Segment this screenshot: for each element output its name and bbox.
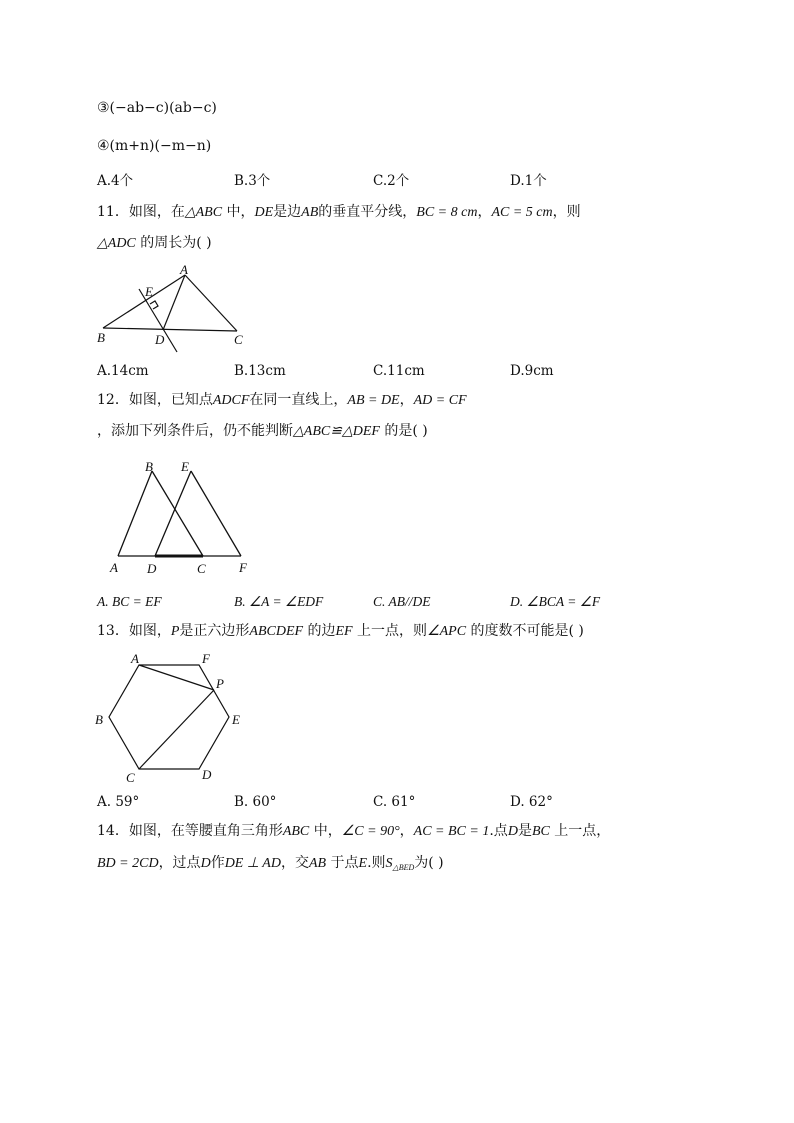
q11-ab: AB <box>301 205 319 220</box>
q13-segment-ap <box>139 665 214 690</box>
q11-segment-ab <box>103 275 185 328</box>
q11-ac: AC = 5 cm <box>491 205 553 220</box>
q10-item-3 <box>97 98 217 118</box>
q12-line2-text: ，添加下列条件后，仍不能判断 <box>97 423 293 439</box>
q12-label-a: A <box>110 560 118 575</box>
q14-line2-text2: 作 <box>210 855 225 871</box>
q11-segment-ad <box>163 275 185 330</box>
q11-bc: BC = 8 cm <box>416 205 478 220</box>
q12-option-b: B. ∠A = ∠EDF <box>234 594 324 609</box>
q14-text3: 是 <box>517 823 532 839</box>
q11-right-angle-mark <box>150 301 158 309</box>
q14-line2-text: ，过点 <box>158 855 201 871</box>
q11-end: ，则 <box>552 204 581 220</box>
q13-options <box>97 792 697 812</box>
q12-stem-line2 <box>97 421 428 442</box>
q14-sep: ， <box>399 823 414 839</box>
q10-item-4-text: ④(m+n)(−m−n) <box>97 138 212 154</box>
q12-label-e: E <box>181 459 189 474</box>
q11-label-c: C <box>234 332 243 347</box>
q14-d2: D <box>200 856 211 871</box>
q11-sep: ， <box>477 204 492 220</box>
q13-stem-line1 <box>97 621 584 642</box>
q13-option-b: B. 60° <box>234 794 277 810</box>
q12-figure <box>105 456 255 578</box>
q12-text: 在同一直线上， <box>249 392 348 408</box>
q14-text2: .点 <box>489 823 508 839</box>
q13-p: P <box>170 624 180 639</box>
q12-label-c: C <box>197 561 206 576</box>
q13-label-c: C <box>126 770 135 785</box>
q12-segment-ab <box>118 471 152 556</box>
q12-eq1: AB = DE <box>347 393 400 408</box>
q13-end: 的度数不可能是( ) <box>466 623 584 639</box>
q12-points: ADCF <box>212 393 250 408</box>
q13-prefix: 13．如图， <box>97 623 171 639</box>
q11-stem-line2 <box>97 233 212 254</box>
q14-line2-end: 为( ) <box>414 855 444 871</box>
q12-label-b: B <box>145 459 153 474</box>
q14-eq: AC = BC = 1 <box>413 824 490 839</box>
q13-label-f: F <box>202 651 210 666</box>
q11-line2-text: 的周长为( ) <box>135 235 212 251</box>
q10-option-b: B.3个 <box>234 173 271 189</box>
q11-option-c: C.11cm <box>373 363 425 379</box>
q14-s-subscript: △BED <box>392 863 415 872</box>
q11-segment-bc <box>103 328 237 331</box>
q12-sep: ， <box>399 392 414 408</box>
q11-option-b: B.13cm <box>234 363 286 379</box>
q14-e: E <box>358 856 368 871</box>
q14-prefix: 14．如图，在等腰直角三角形 <box>97 823 283 839</box>
q14-line2-text3: ，交 <box>280 855 309 871</box>
q11-text2: 是边 <box>273 204 302 220</box>
q13-label-a: A <box>131 651 139 666</box>
q14-bc: BC <box>531 824 550 839</box>
q10-option-d: D.1个 <box>510 173 547 189</box>
q13-option-d: D. 62° <box>510 794 553 810</box>
q13-hexagon <box>109 665 229 769</box>
q13-text: 是正六边形 <box>179 623 250 639</box>
q12-eq2: AD = CF <box>413 393 467 408</box>
q14-s: S <box>385 856 393 871</box>
q11-prefix: 11．如图，在 <box>97 204 185 220</box>
q12-prefix: 12．如图，已知点 <box>97 392 213 408</box>
q12-option-c: C. AB//DE <box>373 594 431 609</box>
q12-label-f: F <box>239 560 247 575</box>
q13-text3: 上一点，则 <box>352 623 428 639</box>
q11-triangle-adc: △ADC <box>97 236 136 251</box>
q13-angle: ∠APC <box>427 624 467 639</box>
q11-de: DE <box>254 205 274 220</box>
q13-label-p: P <box>216 676 224 691</box>
q10-item-4 <box>97 136 211 156</box>
q11-options <box>97 361 697 381</box>
q13-segment-cp <box>139 690 214 769</box>
q13-text2: 的边 <box>303 623 336 639</box>
q14-perp: DE ⊥ AD <box>224 856 281 871</box>
q13-figure <box>92 648 252 790</box>
q14-angle: ∠C = 90° <box>341 824 400 839</box>
q11-text3: 的垂直平分线， <box>318 204 417 220</box>
q10-options <box>97 171 697 191</box>
q14-bd: BD = 2CD <box>97 856 159 871</box>
q14-ab: AB <box>308 856 327 871</box>
q11-mid: 中， <box>222 204 255 220</box>
q11-figure <box>95 262 255 354</box>
q10-option-a: A.4个 <box>97 173 134 189</box>
q13-hex: ABCDEF <box>249 624 304 639</box>
q12-segment-bc <box>152 471 203 556</box>
q11-label-e: E <box>145 284 153 299</box>
q11-label-b: B <box>97 330 105 345</box>
q13-ef: EF <box>335 624 353 639</box>
q14-stem-line1 <box>97 821 610 842</box>
q11-label-d: D <box>155 332 165 347</box>
q10-option-c: C.2个 <box>373 173 410 189</box>
q14-text: 中， <box>309 823 342 839</box>
q12-option-a: A. BC = EF <box>97 594 162 609</box>
q11-stem-line1 <box>97 202 581 223</box>
q12-line2-end: 的是( ) <box>379 423 428 439</box>
q10-item-3-text: ③(−ab−c)(ab−c) <box>97 100 217 116</box>
q12-congruence: △ABC≌△DEF <box>293 424 380 439</box>
q12-label-d: D <box>147 561 157 576</box>
q14-area-symbol <box>386 856 415 871</box>
q14-line2-text4: 于点 <box>326 855 359 871</box>
q14-abc: ABC <box>282 824 310 839</box>
q12-segment-ef <box>191 471 241 556</box>
q14-d: D <box>507 824 518 839</box>
q14-line2-text5: .则 <box>367 855 386 871</box>
q12-options <box>97 592 697 612</box>
q14-end: 上一点， <box>549 823 611 839</box>
q11-triangle-abc: △ABC <box>184 205 223 220</box>
q13-label-b: B <box>95 712 103 727</box>
q11-option-d: D.9cm <box>510 363 554 379</box>
q11-option-a: A.14cm <box>97 363 149 379</box>
q13-option-c: C. 61° <box>373 794 416 810</box>
q12-stem-line1 <box>97 390 467 411</box>
q12-option-d: D. ∠BCA = ∠F <box>510 594 601 609</box>
q11-label-a: A <box>180 262 188 277</box>
q11-segment-ac <box>185 275 237 331</box>
q13-label-e: E <box>232 712 240 727</box>
q13-option-a: A. 59° <box>97 794 140 810</box>
q13-label-d: D <box>202 767 212 782</box>
q14-stem-line2 <box>97 853 444 878</box>
